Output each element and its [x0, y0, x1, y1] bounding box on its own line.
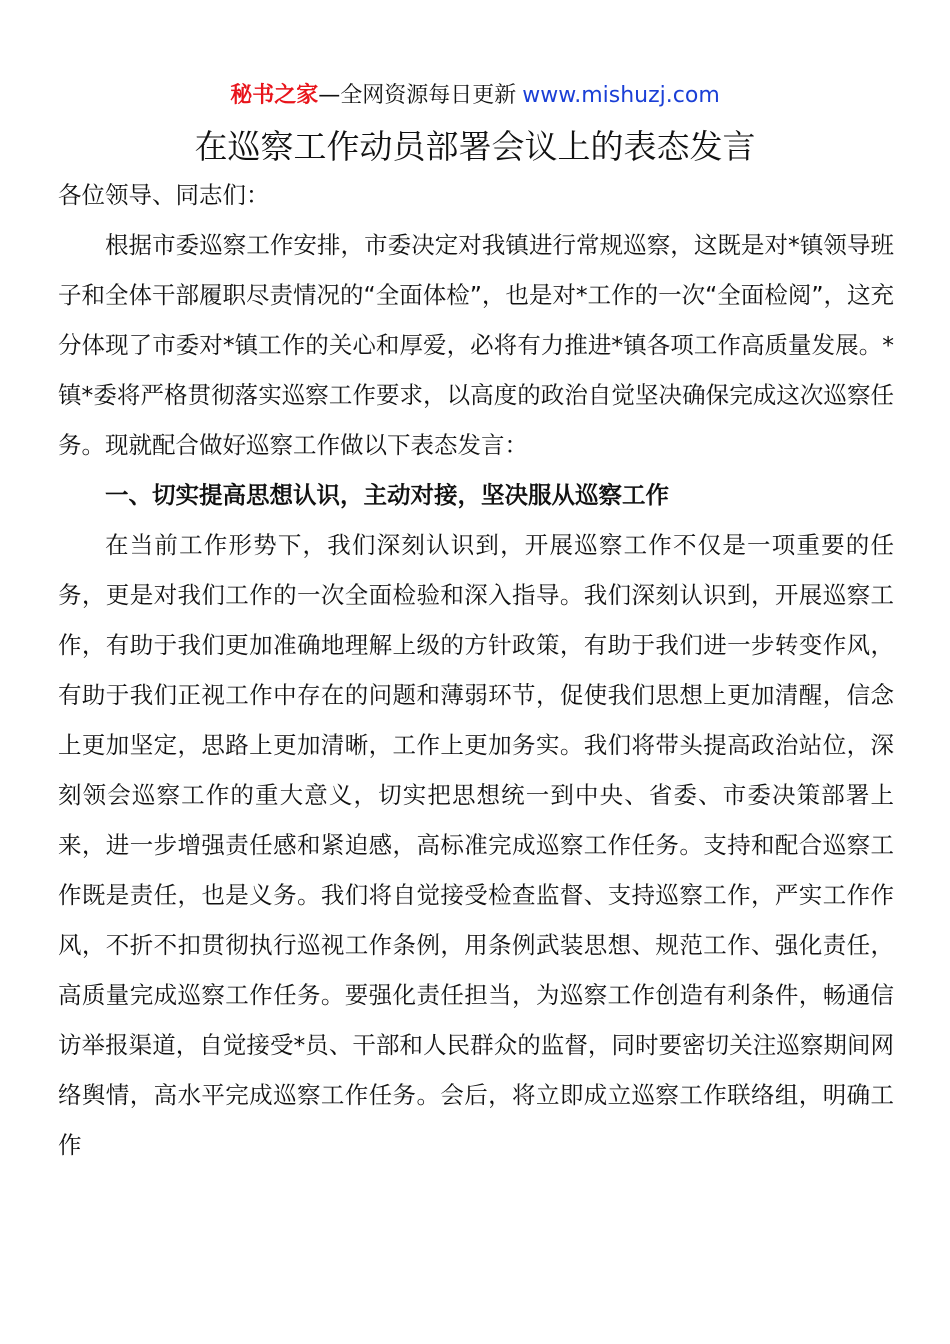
- salutation: 各位领导、同志们：: [58, 181, 270, 209]
- section-paragraph: 在当前工作形势下，我们深刻认识到，开展巡察工作不仅是一项重要的任务，更是对我们工作的一次全面检验和深入指导。我们深刻认识到，开展巡察工作，有助于我们更加准确地理解上级的方针政策，有助于我们进一步转变作风，有助于我们正视工作中存在的问题和薄弱环节，促使我们思想上更加清醒，信念上更加坚定，思路上更加清晰，工作上更加务实。我们将带头提高政治站位，深刻领会巡察工作的重大意义，切实把思想统一到中央、省委、市委决策部署上来，进一步增强责任感和紧迫感，高标准完成巡察工作任务。支持和配合巡察工作既是责任，也是义务。我们将自觉接受检查监督、支持巡察工作，严实工作作风，不折不扣贯彻执行巡视工作条例，用条例武装思想、规范工作、强化责任，高质量完成巡察工作任务。要强化责任担当，为巡察工作创造有利条件，畅通信访举报渠道，自觉接受*员、干部和人民群众的监督，同时要密切关注巡察期间网络舆情，高水平完成巡察工作任务。会后，将立即成立巡察工作联络组，明确工作: [58, 531, 894, 1159]
- site-tagline: —全网资源每日更新: [318, 83, 517, 108]
- site-url-link[interactable]: www.mishuzj.com: [522, 83, 720, 108]
- document-body: [58, 170, 894, 1170]
- site-brand: 秘书之家: [230, 83, 319, 108]
- document-title: 在巡察工作动员部署会议上的表态发言: [194, 127, 756, 166]
- site-header: [0, 80, 950, 112]
- section-heading: 一、切实提高思想认识，主动对接，坚决服从巡察工作: [105, 481, 669, 509]
- intro-paragraph: 根据市委巡察工作安排，市委决定对我镇进行常规巡察，这既是对*镇领导班子和全体干部履职尽责情况的“全面体检”，也是对*工作的一次“全面检阅”，这充分体现了市委对*镇工作的关心和厚爱，必将有力推进*镇各项工作高质量发展。*镇*委将严格贯彻落实巡察工作要求，以高度的政治自觉坚决确保完成这次巡察任务。现就配合做好巡察工作做以下表态发言：: [58, 231, 894, 459]
